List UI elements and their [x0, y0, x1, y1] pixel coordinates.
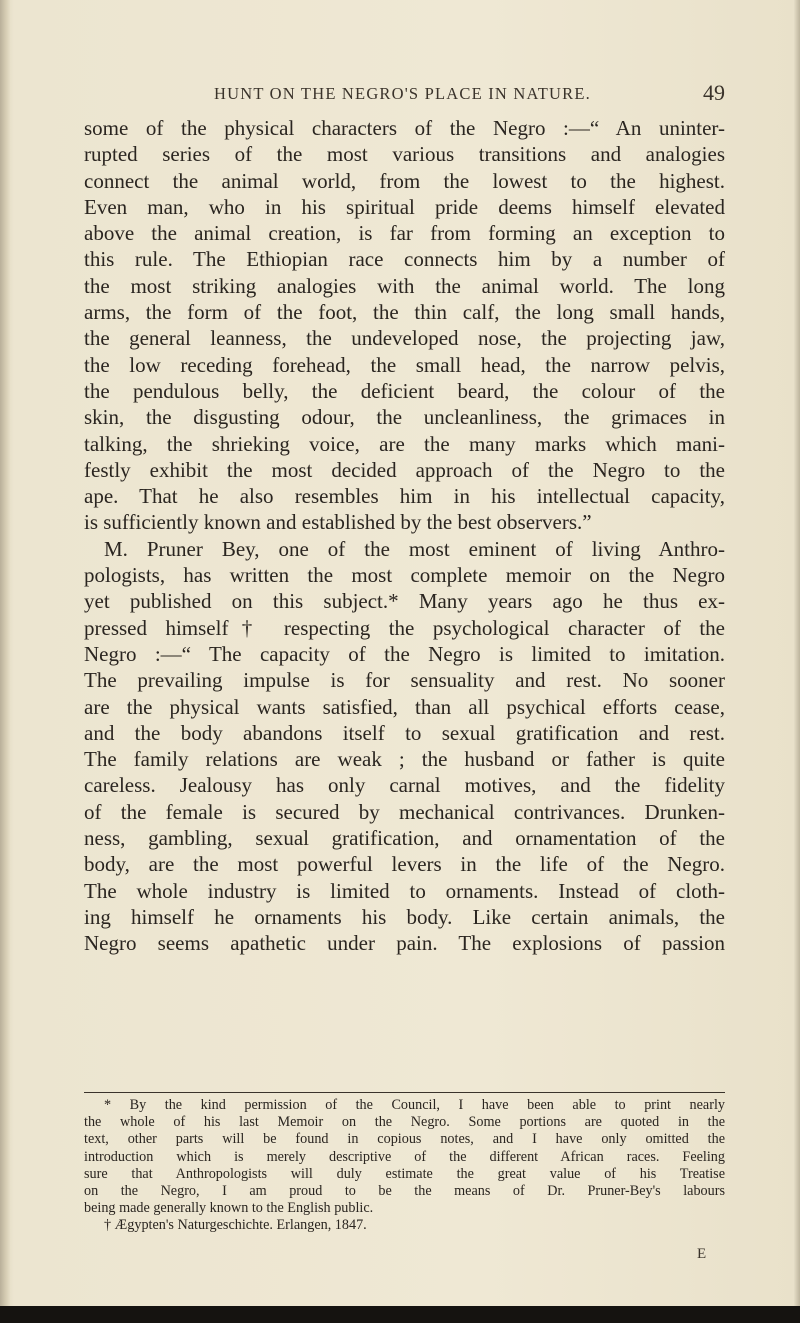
body-line: skin, the disgusting odour, the uncleanliness, the grimaces in — [84, 405, 725, 430]
body-line: arms, the form of the foot, the thin calf, the long small hands, — [84, 300, 725, 325]
footnote-line: text, other parts will be found in copious notes, and I have only omitted the — [84, 1131, 725, 1148]
body-line: Negro :—“ The capacity of the Negro is limited to imitation. — [84, 641, 725, 666]
body-line: pressed himself† respecting the psychological character of the — [84, 615, 725, 640]
body-line: are the physical wants satisfied, than all psychical efforts cease, — [84, 694, 725, 719]
body-line: ing himself he ornaments his body. Like certain animals, the — [84, 904, 725, 929]
body-text — [84, 115, 725, 957]
body-line: ape. That he also resembles him in his intellectual capacity, — [84, 484, 725, 509]
body-line: talking, the shrieking voice, are the many marks which mani- — [84, 431, 725, 456]
body-line: The whole industry is limited to ornaments. Instead of cloth- — [84, 878, 725, 903]
body-line: yet published on this subject.* Many years ago he thus ex- — [84, 589, 725, 614]
footnote-line: on the Negro, I am proud to be the means of Dr. Pruner-Bey's labours — [84, 1182, 725, 1199]
page-number: 49 — [703, 80, 725, 105]
footnote-line: the whole of his last Memoir on the Negro. Some portions are quoted in the — [84, 1114, 725, 1131]
body-line: pologists, has written the most complete memoir on the Negro — [84, 563, 725, 588]
body-line: the low receding forehead, the small head, the narrow pelvis, — [84, 352, 725, 377]
body-line: body, are the most powerful levers in the life of the Negro. — [84, 852, 725, 877]
body-line: the general leanness, the undeveloped nose, the projecting jaw, — [84, 326, 725, 351]
body-line: is sufficiently known and established by the best observers.” — [84, 510, 592, 535]
body-line: connect the animal world, from the lowest to the highest. — [84, 168, 725, 193]
body-line: festly exhibit the most decided approach of the Negro to the — [84, 457, 725, 482]
footnote-line: † Ægypten's Naturgeschichte. Erlangen, 1847. — [104, 1217, 367, 1234]
body-line: M. Pruner Bey, one of the most eminent of living Anthro- — [104, 536, 725, 561]
body-line: and the body abandons itself to sexual gratification and rest. — [84, 720, 725, 745]
body-line: The family relations are weak ; the husband or father is quite — [84, 747, 725, 772]
body-line: above the animal creation, is far from forming an exception to — [84, 221, 725, 246]
body-line: this rule. The Ethiopian race connects him by a number of — [84, 247, 725, 272]
page-right-edge — [794, 0, 800, 1323]
body-line: Even man, who in his spiritual pride deems himself elevated — [84, 194, 725, 219]
footnote-rule — [84, 1092, 725, 1093]
body-line: some of the physical characters of the Negro :—“ An uninter- — [84, 116, 725, 140]
body-line: the most striking analogies with the animal world. The long — [84, 273, 725, 298]
body-line: of the female is secured by mechanical contrivances. Drunken- — [84, 799, 725, 824]
body-line: Negro seems apathetic under pain. The explosions of passion — [84, 931, 725, 956]
page-binding-edge — [0, 0, 10, 1323]
scan-bottom-edge — [0, 1306, 800, 1323]
running-head — [80, 80, 725, 106]
footnote-line: * By the kind permission of the Council, I have been able to print nearly — [104, 1097, 725, 1113]
body-line: The prevailing impulse is for sensuality and rest. No sooner — [84, 668, 725, 693]
body-line: the pendulous belly, the deficient beard, the colour of the — [84, 378, 725, 403]
footnotes — [84, 1097, 725, 1235]
signature-mark: E — [697, 1246, 707, 1262]
body-line: careless. Jealousy has only carnal motives, and the fidelity — [84, 773, 725, 798]
body-line: ness, gambling, sexual gratification, and ornamentation of the — [84, 826, 725, 851]
footnote-line: being made generally known to the English public. — [84, 1200, 374, 1217]
body-line: rupted series of the most various transitions and analogies — [84, 142, 725, 167]
footnote-line: introduction which is merely descriptive of the different African races. Feeling — [84, 1148, 725, 1165]
footnote-line: sure that Anthropologists will duly estimate the great value of his Treatise — [84, 1165, 725, 1182]
running-title: HUNT ON THE NEGRO'S PLACE IN NATURE. — [214, 84, 591, 103]
